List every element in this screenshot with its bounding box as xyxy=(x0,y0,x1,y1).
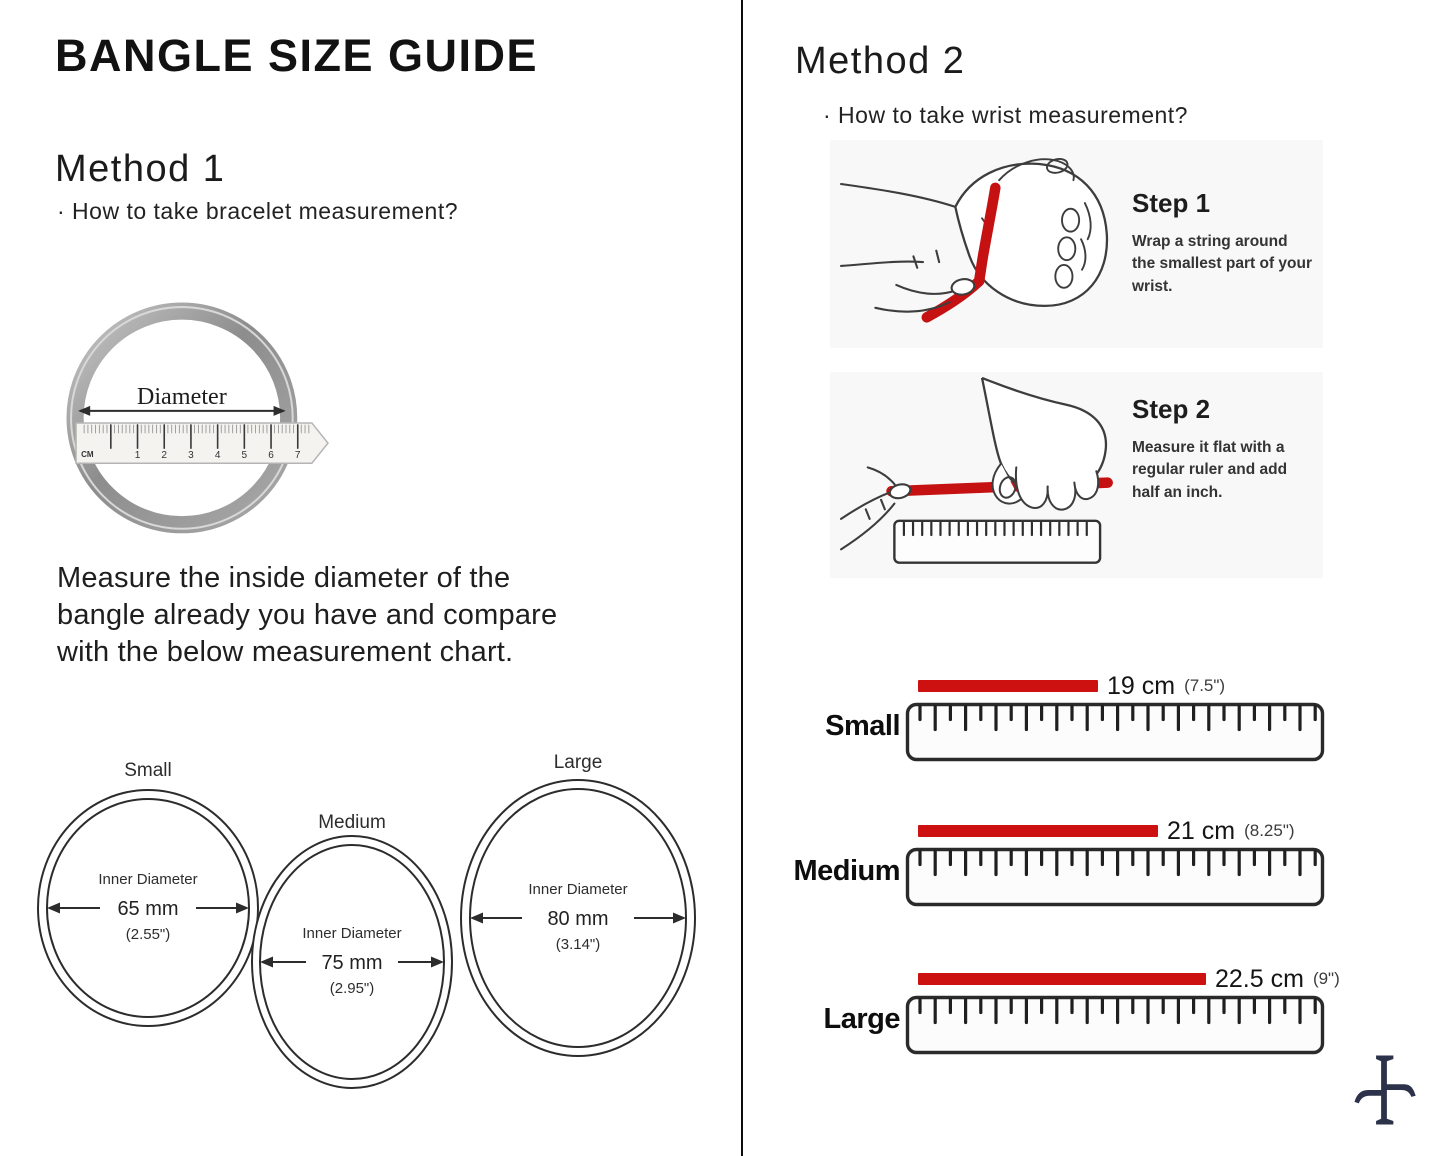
inner-diameter-inch: (2.95") xyxy=(329,980,375,997)
size-circle-small xyxy=(38,760,258,1026)
wrist-size-name: Large xyxy=(823,1003,900,1035)
method2-subheading: · How to take wrist measurement? xyxy=(823,102,1188,128)
wrist-size-name: Medium xyxy=(793,855,900,887)
method2-heading: Method 2 xyxy=(795,40,966,82)
bangle-diameter-illustration xyxy=(55,298,345,560)
inch-value: (8.25") xyxy=(1244,821,1295,840)
ruler-graphic xyxy=(905,702,1325,762)
wrist-size-row-medium xyxy=(790,815,1350,925)
column-divider xyxy=(741,0,743,1156)
step1-panel xyxy=(830,140,1323,348)
method1-description: Measure the inside diameter of the bangle already you have and compare with the below measurement chart. xyxy=(57,562,558,668)
wrist-size-row-small xyxy=(790,670,1350,780)
ruler-number: 3 xyxy=(188,450,194,462)
inner-diameter-inch: (3.14") xyxy=(555,936,601,953)
bangle-size-chart xyxy=(30,748,720,1093)
flat-ruler xyxy=(894,521,1100,563)
ruler-number: 6 xyxy=(268,450,274,462)
measurement-line xyxy=(918,671,1226,700)
inner-diameter-inch: (2.55") xyxy=(125,926,171,943)
cm-value: 19 cm xyxy=(1107,671,1176,700)
wrist-string-illustration xyxy=(834,144,1130,344)
method1-subheading: · How to take bracelet measurement? xyxy=(57,198,459,224)
inner-diameter-mm: 65 mm xyxy=(117,898,179,920)
inch-value: (7.5") xyxy=(1184,676,1226,695)
ruler-number: 5 xyxy=(241,450,248,462)
size-circle-large xyxy=(461,752,695,1056)
page-title: BANGLE SIZE GUIDE xyxy=(55,30,539,81)
step2-panel xyxy=(830,372,1323,578)
size-name: Small xyxy=(124,760,172,781)
ruler-graphic xyxy=(905,995,1325,1055)
inch-value: (9") xyxy=(1312,969,1340,988)
step2-title: Step 2 xyxy=(1132,394,1211,424)
inner-diameter-label: Inner Diameter xyxy=(528,881,628,898)
measurement-bar xyxy=(918,973,1206,985)
wrist-size-name: Small xyxy=(825,710,900,742)
bangle-ruler xyxy=(76,423,328,463)
brand-logo xyxy=(1348,1050,1420,1130)
size-name: Large xyxy=(553,752,603,773)
inner-diameter-label: Inner Diameter xyxy=(302,925,402,942)
measurement-line xyxy=(918,964,1340,993)
bangle-ring xyxy=(75,311,289,525)
bangle-ruler-unit: CM xyxy=(81,450,94,460)
size-name: Medium xyxy=(318,812,386,833)
ruler-measure-illustration xyxy=(834,376,1130,576)
step1-title: Step 1 xyxy=(1132,188,1211,218)
ruler-graphic xyxy=(905,847,1325,907)
cm-value: 22.5 cm xyxy=(1215,964,1304,993)
step2-text: Measure it flat with a regular ruler and add half an inch. xyxy=(1132,439,1288,501)
cm-value: 21 cm xyxy=(1167,816,1236,845)
diameter-label: Diameter xyxy=(136,382,227,410)
ruler-number: 7 xyxy=(294,450,301,462)
step1-text: Wrap a string around the smallest part of your wrist. xyxy=(1132,233,1313,295)
ruler-number: 2 xyxy=(161,450,168,462)
method1-heading: Method 1 xyxy=(55,148,226,190)
inner-diameter-label: Inner Diameter xyxy=(98,871,198,888)
inner-diameter-mm: 80 mm xyxy=(547,908,609,930)
measurement-bar xyxy=(918,680,1098,692)
size-circle-medium xyxy=(252,812,452,1088)
ruler-number: 4 xyxy=(214,450,221,462)
measurement-bar xyxy=(918,825,1158,837)
ruler-number: 1 xyxy=(134,450,141,462)
wrist-size-row-large xyxy=(790,963,1350,1073)
logo-lower-l xyxy=(1354,1090,1393,1125)
inner-diameter-mm: 75 mm xyxy=(321,952,383,974)
measurement-line xyxy=(918,816,1295,845)
